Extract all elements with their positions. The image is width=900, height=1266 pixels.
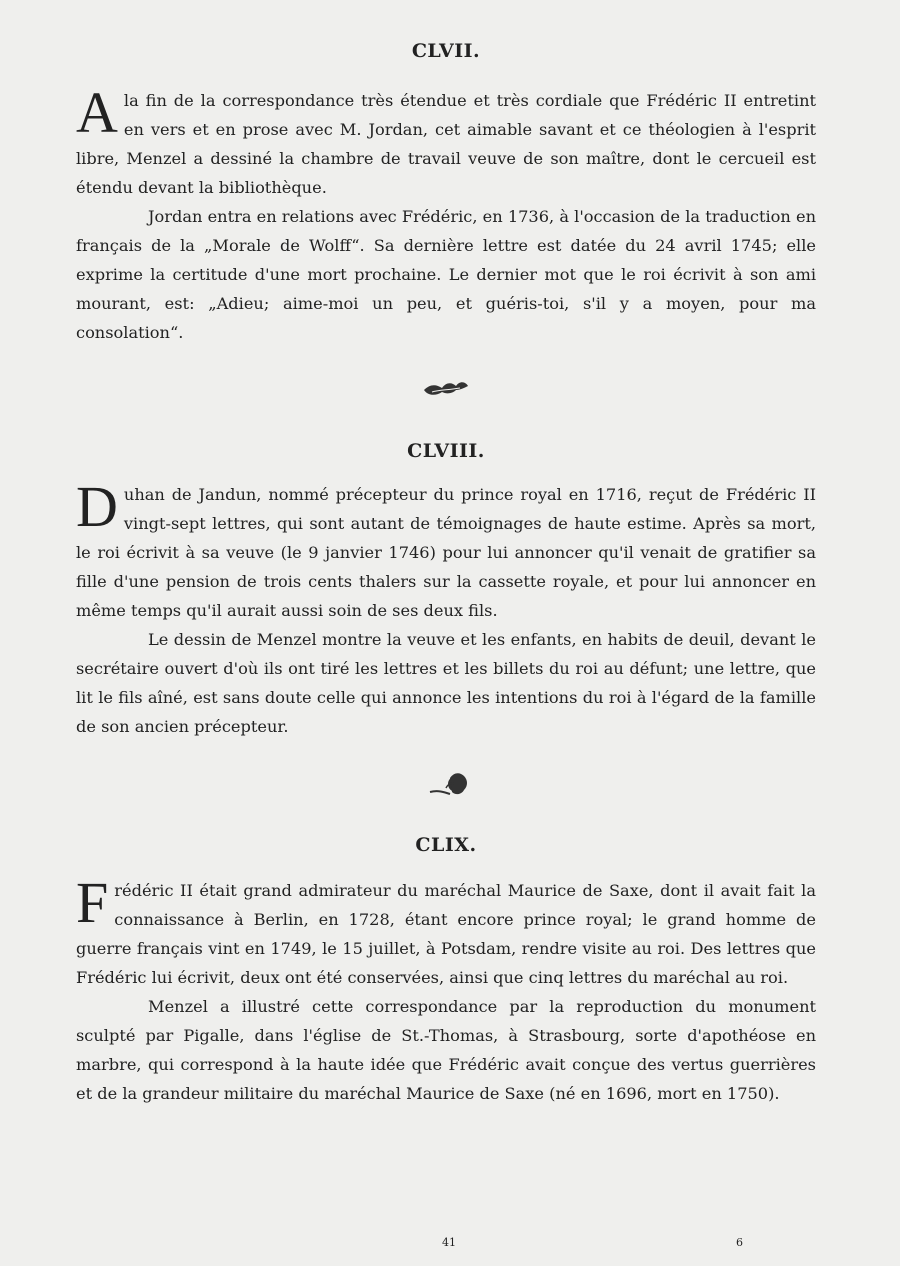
paragraph: [76, 80, 816, 202]
paragraph-text: rédéric II était grand admirateur du maréchal Maurice de Saxe, dont il avait fait la connaissance à Berlin, en 1728, étant encore prince royal; le grand homme de guerre français vint en 1749, le 15 juillet, à Potsdam, rendre visite au roi. Des lettres que Frédéric lui écrivit, deux ont été conservées, ainsi que cinq lettres du maréchal au roi.: [76, 881, 816, 987]
paragraph-text: la fin de la correspondance très étendue et très cordiale que Frédéric II entretint en vers et en prose avec M. Jordan, cet aimable savant et ce théologien à l'esprit libre, Menzel a dessiné la chambre de travail veuve de son maître, dont le cercueil est étendu devant la bibliothèque.: [76, 91, 816, 197]
drop-cap: F: [76, 870, 109, 935]
paragraph: [76, 870, 816, 992]
section-clviii: [76, 474, 816, 741]
paragraph-text: Menzel a illustré cette correspondance par la reproduction du monument sculpté par Pigalle, dans l'église de St.-Thomas, à Strasbourg, sorte d'apothéose en marbre, qui correspond à la haute idée que Frédéric avait conçue des vertus guerrières et de la grandeur militaire du maréchal Maurice de Saxe (né en 1696, mort en 1750).: [76, 997, 816, 1103]
paragraph-text: Jordan entra en relations avec Frédéric, en 1736, à l'occasion de la traduction en français de la „Morale de Wolff“. Sa dernière lettre est datée du 24 avril 1745; elle exprime la certitude d'une mort prochaine. Le dernier mot que le roi écrivit à son ami mourant, est: „Adieu; aime-moi un peu, et guéris-toi, s'il y a moyen, pour ma consolation“.: [76, 207, 816, 342]
page-number: 41: [442, 1236, 456, 1249]
section-heading-clviii: CLVIII.: [407, 440, 485, 462]
section-heading-clvii: CLVII.: [411, 40, 481, 62]
paragraph: [76, 474, 816, 625]
section-clvii: [76, 80, 816, 347]
fleuron-flower-icon: [428, 770, 472, 800]
signature-mark: 6: [736, 1236, 743, 1249]
paragraph: [76, 992, 816, 1108]
drop-cap: D: [76, 474, 118, 539]
paragraph-text: Le dessin de Menzel montre la veuve et les enfants, en habits de deuil, devant le secrétaire ouvert d'où ils ont tiré les lettres et les billets du roi au défunt; une lettre, que lit le fils aîné, est sans doute celle qui annonce les intentions du roi à l'égard de la famille de son ancien précepteur.: [76, 630, 816, 736]
section-heading-clix: CLIX.: [415, 834, 477, 856]
section-clix: [76, 870, 816, 1108]
drop-cap: A: [76, 80, 118, 145]
paragraph: [76, 202, 816, 347]
paragraph: [76, 625, 816, 741]
paragraph-text: uhan de Jandun, nommé précepteur du prince royal en 1716, reçut de Frédéric II vingt-sept lettres, qui sont autant de témoignages de haute estime. Après sa mort, le roi écrivit à sa veuve (le 9 janvier 1746) pour lui annoncer qu'il venait de gratifier sa fille d'une pension de trois cents thalers sur la cassette royale, et pour lui annoncer en même temps qu'il aurait aussi soin de ses deux fils.: [76, 485, 816, 620]
fleuron-leaf-icon: [422, 376, 470, 398]
